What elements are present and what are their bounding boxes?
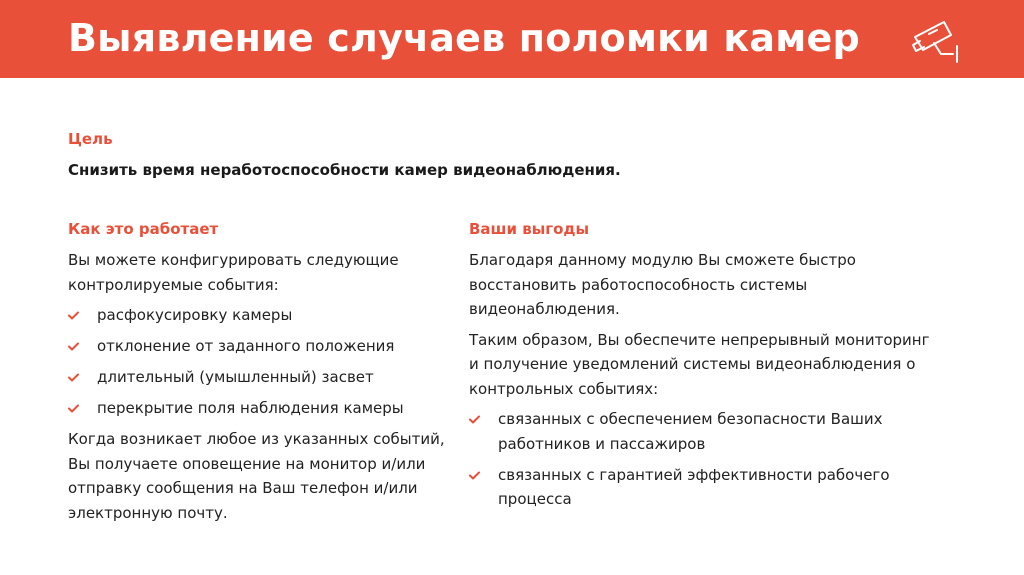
benefits-paragraph-2: Таким образом, Вы обеспечите непрерывный мониторинг и получение уведомлений системы видеонаблюдения о контрольных событиях:	[469, 330, 930, 398]
list-item-text: длительный (умышленный) засвет	[97, 368, 374, 386]
security-camera-icon	[910, 16, 962, 64]
list-item	[68, 396, 448, 421]
checkmark-icon	[68, 404, 79, 413]
list-item-text: связанных с обеспечением безопасности Ваших работников и пассажиров	[498, 410, 883, 453]
how-it-works-intro: Вы можете конфигурировать следующие контролируемые события:	[68, 251, 399, 294]
header-bar	[0, 0, 1024, 78]
list-item	[469, 407, 939, 456]
checkmark-icon	[68, 342, 79, 351]
goal-label: Цель	[68, 130, 113, 148]
list-item	[469, 463, 939, 512]
list-item-text: связанных с гарантией эффективности рабочего процесса	[498, 465, 890, 508]
page-title: Выявление случаев поломки камер	[68, 16, 860, 60]
checkmark-icon	[68, 311, 79, 320]
list-item	[68, 303, 448, 328]
how-it-works-section	[68, 219, 448, 531]
benefits-list	[469, 407, 939, 512]
benefits-heading: Ваши выгоды	[469, 220, 590, 238]
list-item-text: расфокусировку камеры	[97, 306, 293, 324]
events-list	[68, 303, 448, 421]
list-item	[68, 365, 448, 390]
benefits-section	[469, 219, 939, 518]
how-it-works-heading: Как это работает	[68, 220, 219, 238]
list-item-text: перекрытие поля наблюдения камеры	[97, 399, 404, 417]
how-it-works-outro: Когда возникает любое из указанных событий, Вы получаете оповещение на монитор и/или отправку сообщения на Ваш телефон и/или электронную почту.	[68, 430, 445, 522]
checkmark-icon	[469, 471, 480, 480]
benefits-paragraph-1: Благодаря данному модулю Вы сможете быстро восстановить работоспособность системы видеонаблюдения.	[469, 251, 856, 318]
list-item-text: отклонение от заданного положения	[97, 337, 395, 355]
list-item	[68, 334, 448, 359]
checkmark-icon	[469, 415, 480, 424]
checkmark-icon	[68, 373, 79, 382]
goal-text: Снизить время неработоспособности камер видеонаблюдения.	[68, 161, 621, 179]
